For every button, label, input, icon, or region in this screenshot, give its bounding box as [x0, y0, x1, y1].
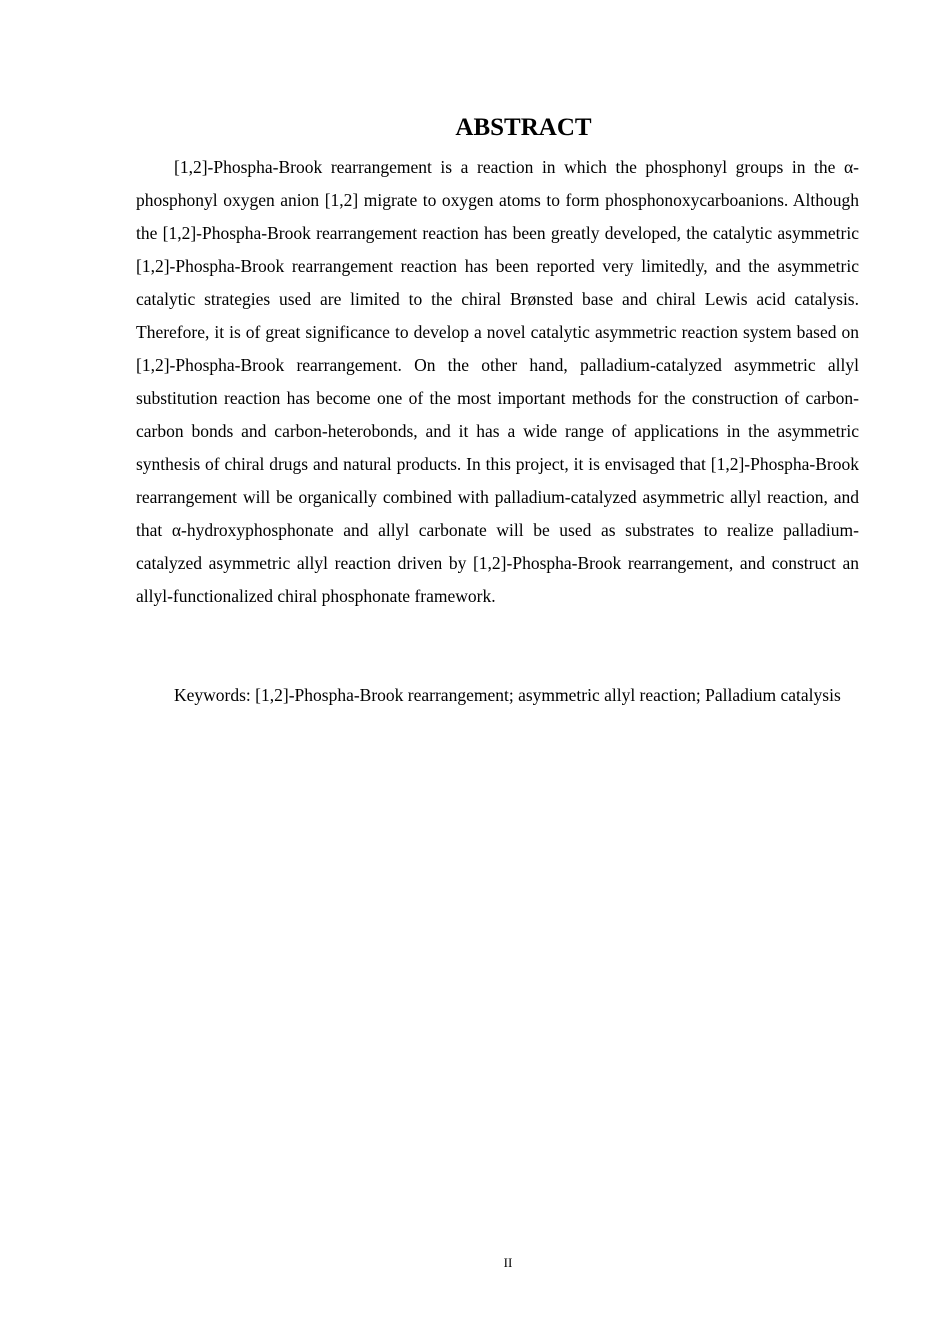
abstract-title: ABSTRACT — [455, 114, 592, 141]
page-number: II — [503, 1255, 513, 1270]
abstract-body: [1,2]-Phospha-Brook rearrangement is a reaction in which the phosphonyl groups in the α-phosphonyl oxygen anion [1,2] migrate to oxygen atoms to form phosphonoxycarboanions. Although the [1,2]-Phospha-Brook rearrangement reaction has been greatly developed, the catalytic asymmetric [1,2]-Phospha-Brook rearrangement reaction has been reported very limitedly, and the asymmetric catalytic strategies used are limited to the chiral Brønsted base and chiral Lewis acid catalysis. Therefore, it is of great significance to develop a novel catalytic asymmetric reaction system based on [1,2]-Phospha-Brook rearrangement. On the other hand, palladium-catalyzed asymmetric allyl substitution reaction has become one of the most important methods for the construction of carbon-carbon bonds and carbon-heterobonds, and it has a wide range of applications in the asymmetric synthesis of chiral drugs and natural products. In this project, it is envisaged that [1,2]-Phospha-Brook rearrangement will be organically combined with palladium-catalyzed asymmetric allyl reaction, and that α-hydroxyphosphonate and allyl carbonate will be used as substrates to realize palladium-catalyzed asymmetric allyl reaction driven by [1,2]-Phospha-Brook rearrangement, and construct an allyl-functionalized chiral phosphonate framework. — [136, 157, 859, 606]
keywords-paragraph: Keywords: [1,2]-Phospha-Brook rearrangement; asymmetric allyl reaction; Palladium catalysis — [174, 685, 841, 705]
